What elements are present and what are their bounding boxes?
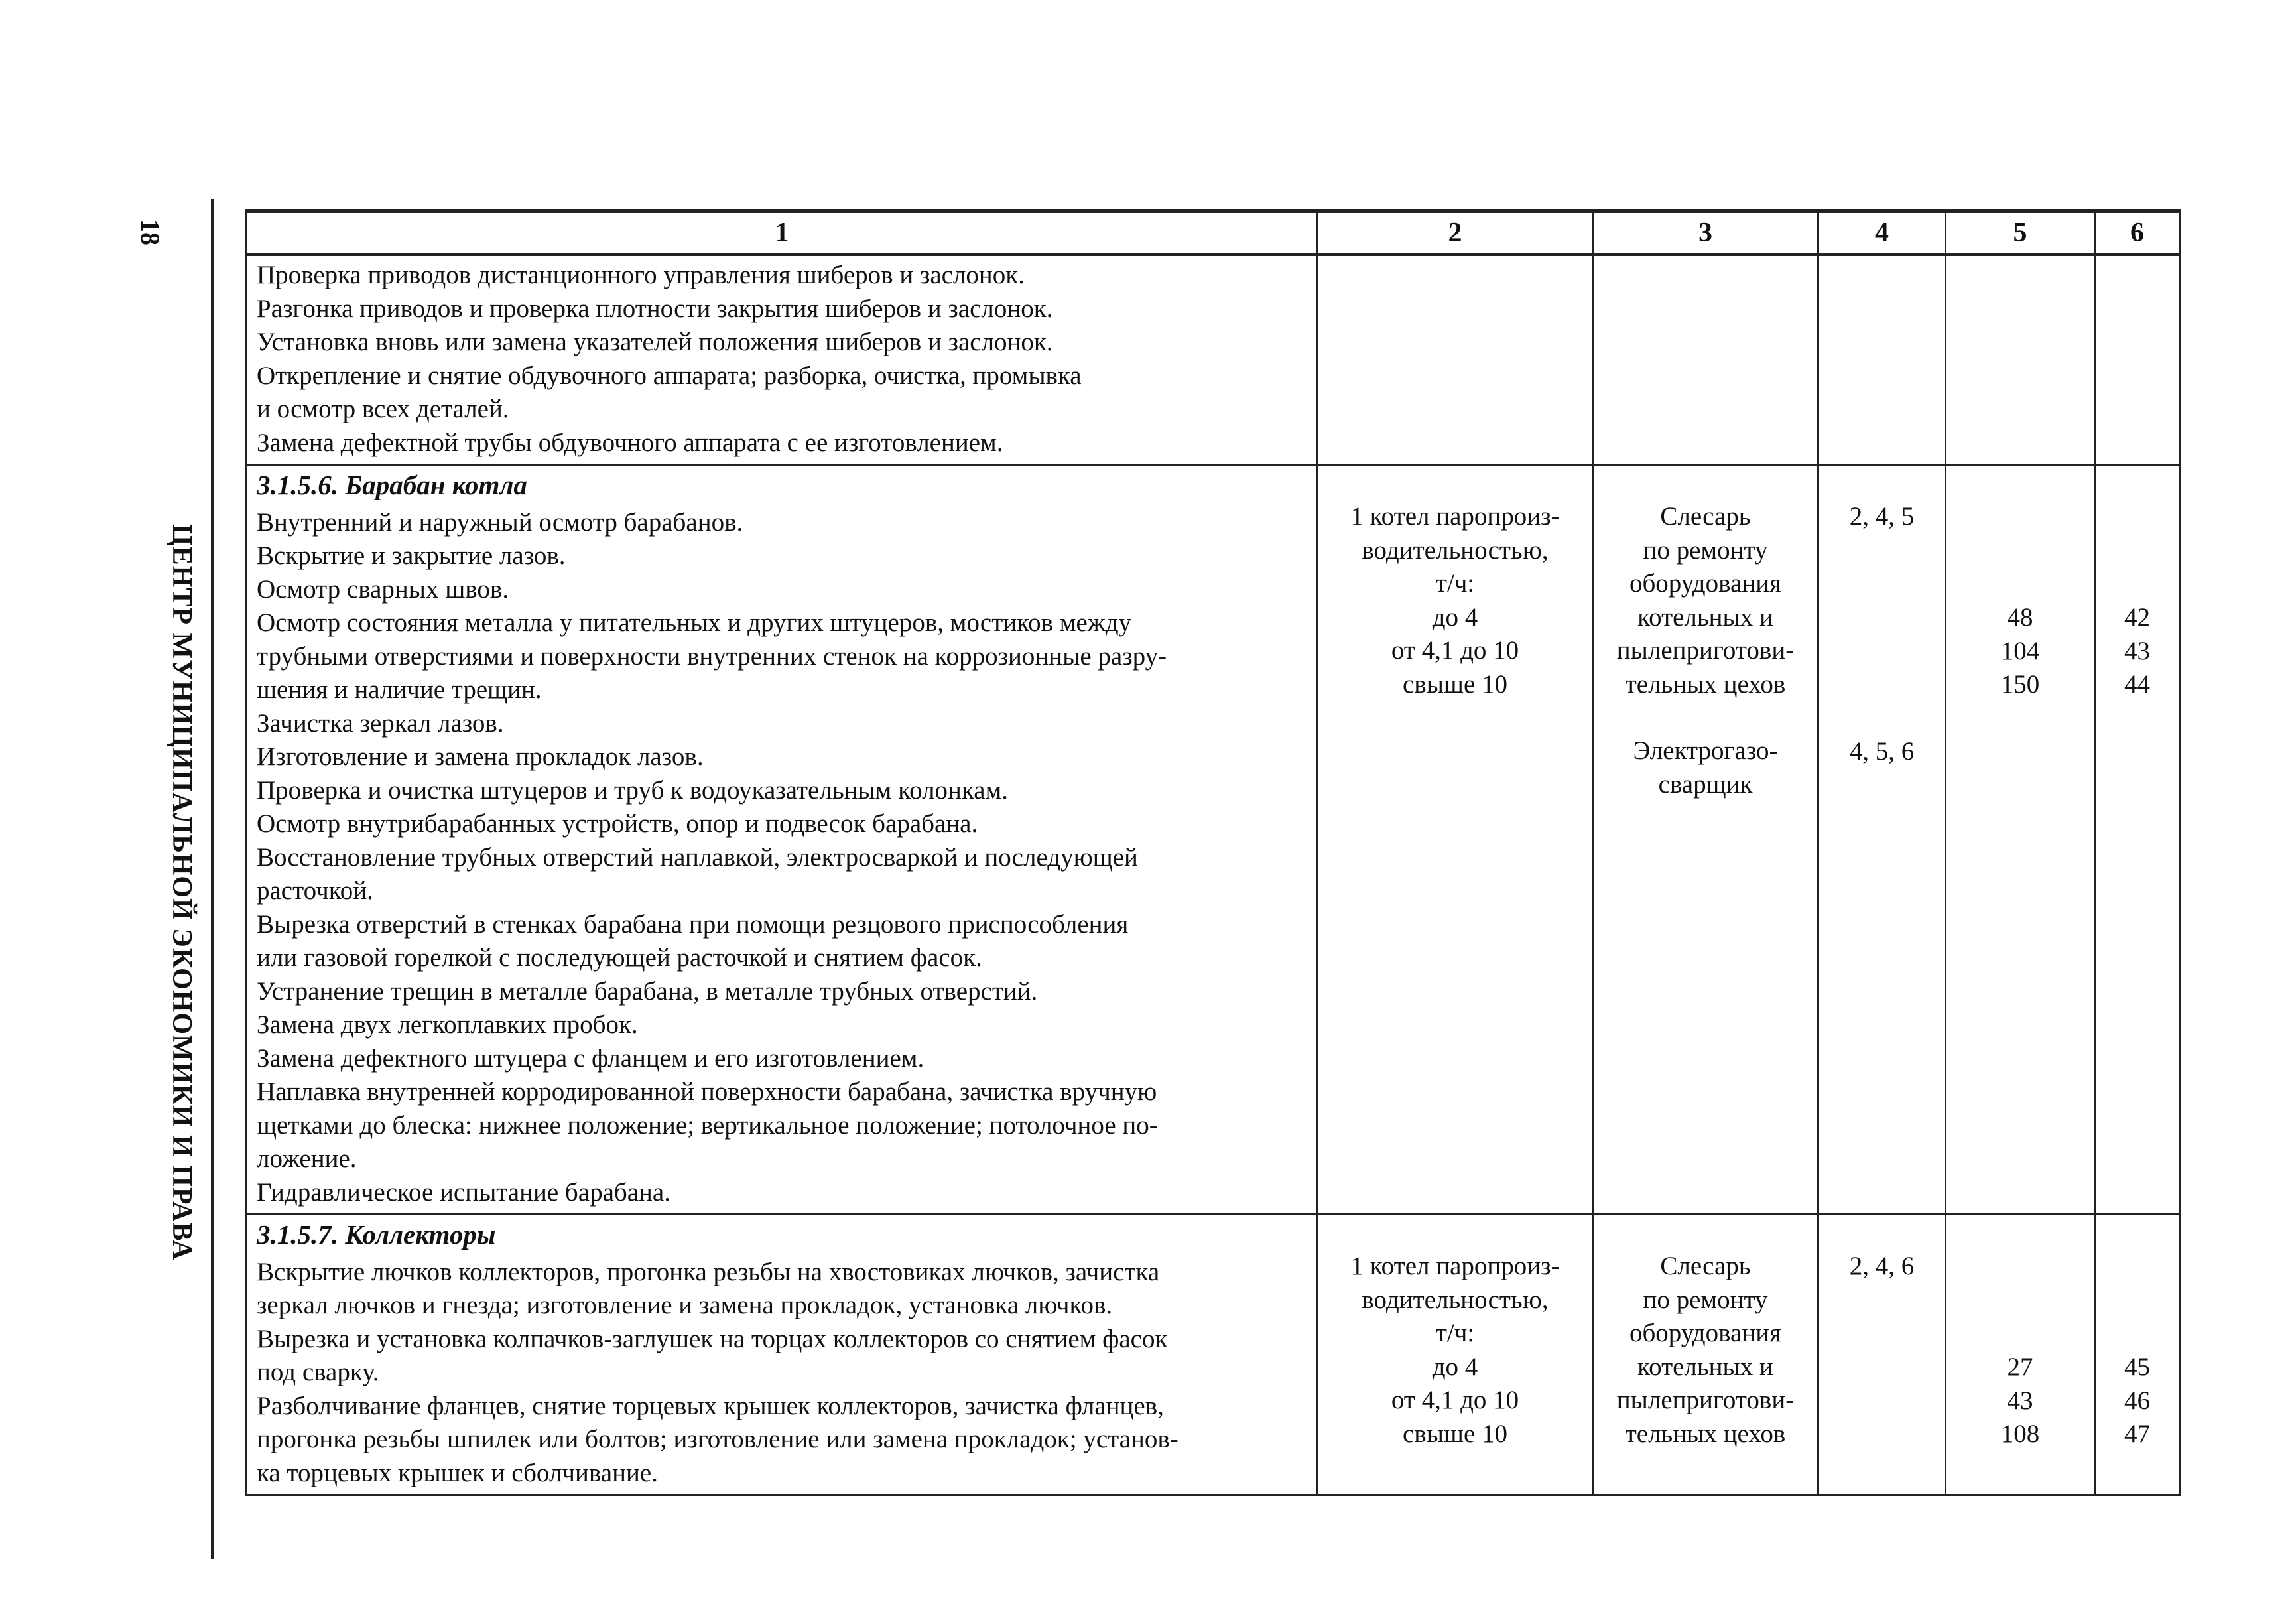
unit-line: т/ч: <box>1435 569 1475 598</box>
work-item: Открепление и снятие обдувочного аппарата; разборка, очистка, промывка <box>257 361 1082 390</box>
work-item: Разболчивание фланцев, снятие торцевых крышек коллекторов, зачистка фланцев, <box>257 1391 1164 1420</box>
worker-line: Слесарь <box>1660 502 1751 531</box>
unit-line: водительностью, <box>1362 1285 1549 1314</box>
col-header-4: 4 <box>1818 211 1946 255</box>
work-item: Вскрытие лючков коллекторов, прогонка резьбы на хвостовиках лючков, зачистка <box>257 1257 1160 1286</box>
grade-value: 2, 4, 5 <box>1849 502 1915 531</box>
ref-cell <box>2095 465 2180 1215</box>
work-item: Проверка приводов дистанционного управления шиберов и заслонок. <box>257 261 1025 289</box>
worker-line: по ремонту <box>1643 1285 1768 1314</box>
spacer <box>1822 534 1942 735</box>
ref-value: 44 <box>2124 670 2150 699</box>
unit-line: до 4 <box>1432 602 1478 632</box>
table-row-drum <box>247 465 2180 1215</box>
norm-value: 43 <box>2007 1386 2033 1415</box>
ref-value: 42 <box>2124 603 2150 632</box>
spacer <box>2098 1250 2176 1351</box>
work-item: Вскрытие и закрытие лазов. <box>257 541 566 570</box>
empty-cell <box>1593 255 1818 465</box>
work-item: Осмотр состояния металла у питательных и других штуцеров, мостиков между <box>257 608 1132 637</box>
margin-rule <box>211 199 214 1559</box>
header-row <box>247 211 2180 255</box>
work-item: щетками до блеска: нижнее положение; вертикальное положение; потолочное по- <box>257 1110 1158 1140</box>
work-item: под сварку. <box>257 1358 379 1386</box>
empty-cell <box>2095 255 2180 465</box>
ref-value: 43 <box>2124 636 2150 665</box>
work-item: ка торцевых крышек и сболчивание. <box>257 1458 658 1487</box>
section-title: 3.1.5.6. Барабан котла <box>257 470 527 500</box>
worker-cell <box>1593 1215 1818 1495</box>
work-description <box>247 1215 1318 1495</box>
page-number: 18 <box>135 219 165 245</box>
work-item: Проверка и очистка штуцеров и труб к водоуказательным колонкам. <box>257 775 1008 805</box>
ref-cell <box>2095 1215 2180 1495</box>
side-title: ЦЕНТР МУНИЦИПАЛЬНОЙ ЭКОНОМИКИ И ПРАВА <box>166 524 197 1261</box>
norm-value: 150 <box>2000 670 2040 699</box>
worker-line: котельных и <box>1637 1352 1773 1381</box>
work-item: Наплавка внутренней корродированной поверхности барабана, зачистка вручную <box>257 1077 1157 1106</box>
work-item: Установка вновь или замена указателей положения шиберов и заслонок. <box>257 328 1053 356</box>
grade-value: 2, 4, 6 <box>1849 1252 1915 1280</box>
col-header-3: 3 <box>1593 211 1818 255</box>
col-header-6: 6 <box>2095 211 2180 255</box>
col-header-2: 2 <box>1318 211 1593 255</box>
worker-line: тельных цехов <box>1625 669 1786 699</box>
work-item: Гидравлическое испытание барабана. <box>257 1177 670 1207</box>
worker-line: Слесарь <box>1660 1252 1751 1280</box>
work-item: Зачистка зеркал лазов. <box>257 708 504 738</box>
empty-cell <box>1318 255 1593 465</box>
section-title: 3.1.5.7. Коллекторы <box>257 1219 496 1250</box>
unit-cell <box>1318 1215 1593 1495</box>
ref-value: 45 <box>2124 1353 2150 1381</box>
unit-line: 1 котел паропроиз- <box>1350 502 1560 531</box>
worker-line: котельных и <box>1637 602 1773 632</box>
work-item: или газовой горелкой с последующей расточкой и снятием фасок. <box>257 943 982 972</box>
table-row-collectors <box>247 1215 2180 1495</box>
norm-cell <box>1946 465 2095 1215</box>
work-item: Вырезка и установка колпачков-заглушек на торцах коллекторов со снятием фасок <box>257 1324 1168 1353</box>
spacer <box>1949 500 2091 601</box>
grade-value: 4, 5, 6 <box>1849 736 1915 766</box>
work-table <box>245 209 2181 1496</box>
ref-value: 46 <box>2124 1386 2150 1415</box>
work-item: Разгонка приводов и проверка плотности закрытия шиберов и заслонок. <box>257 294 1053 323</box>
unit-line: т/ч: <box>1435 1319 1475 1347</box>
spacer <box>1596 701 1815 734</box>
unit-line: свыше 10 <box>1402 1419 1508 1448</box>
work-item: Вырезка отверстий в стенках барабана при помощи резцового приспособления <box>257 909 1129 939</box>
worker-line: пылеприготови- <box>1616 1386 1795 1414</box>
work-item: Замена дефектной трубы обдувочного аппарата с ее изготовлением. <box>257 428 1003 457</box>
work-item: трубными отверстиями и поверхности внутренних стенок на коррозионные разру- <box>257 641 1167 671</box>
work-item: прогонка резьбы шпилек или болтов; изготовление или замена прокладок; установ- <box>257 1425 1179 1453</box>
unit-line: от 4,1 до 10 <box>1391 1386 1519 1414</box>
worker-line: Электрогазо- <box>1633 736 1778 765</box>
work-item: Осмотр внутрибарабанных устройств, опор и подвесок барабана. <box>257 809 978 838</box>
grade-cell <box>1818 465 1946 1215</box>
work-item: и осмотр всех деталей. <box>257 395 509 423</box>
work-item: Устранение трещин в металле барабана, в металле трубных отверстий. <box>257 976 1038 1006</box>
work-description <box>247 255 1318 465</box>
norm-value: 27 <box>2007 1353 2033 1381</box>
work-description <box>247 465 1318 1215</box>
unit-line: 1 котел паропроиз- <box>1350 1252 1560 1280</box>
work-item: Изготовление и замена прокладок лазов. <box>257 742 704 771</box>
grade-cell <box>1818 1215 1946 1495</box>
work-item: ложение. <box>257 1144 357 1173</box>
worker-line: пылеприготови- <box>1616 636 1795 665</box>
norm-value: 104 <box>2000 636 2040 665</box>
work-item: Восстановление трубных отверстий наплавкой, электросваркой и последующей <box>257 842 1138 872</box>
worker-line: оборудования <box>1629 569 1782 598</box>
worker-line: сварщик <box>1658 770 1753 799</box>
norm-cell <box>1946 1215 2095 1495</box>
norm-value: 48 <box>2007 603 2033 632</box>
worker-line: тельных цехов <box>1625 1419 1786 1448</box>
work-item: Осмотр сварных швов. <box>257 574 509 604</box>
unit-cell <box>1318 465 1593 1215</box>
unit-line: от 4,1 до 10 <box>1391 636 1519 665</box>
empty-cell <box>1818 255 1946 465</box>
work-item: Замена дефектного штуцера с фланцем и его изготовлением. <box>257 1043 925 1073</box>
worker-cell <box>1593 465 1818 1215</box>
col-header-1: 1 <box>247 211 1318 255</box>
empty-cell <box>1946 255 2095 465</box>
work-item: Внутренний и наружный осмотр барабанов. <box>257 507 743 537</box>
spacer <box>1949 1250 2091 1351</box>
unit-line: до 4 <box>1432 1352 1478 1381</box>
work-item: шения и наличие трещин. <box>257 675 542 704</box>
worker-line: оборудования <box>1629 1319 1782 1347</box>
work-item: зеркал лючков и гнезда; изготовление и замена прокладок, установка лючков. <box>257 1291 1113 1319</box>
col-header-5: 5 <box>1946 211 2095 255</box>
norm-value: 108 <box>2000 1420 2040 1448</box>
table-row-continuation <box>247 255 2180 465</box>
work-item: Замена двух легкоплавких пробок. <box>257 1010 638 1039</box>
unit-line: водительностью, <box>1362 535 1549 565</box>
work-item: расточкой. <box>257 876 373 905</box>
worker-line: по ремонту <box>1643 535 1768 565</box>
ref-value: 47 <box>2124 1420 2150 1448</box>
spacer <box>2098 500 2176 601</box>
unit-line: свыше 10 <box>1402 669 1508 699</box>
